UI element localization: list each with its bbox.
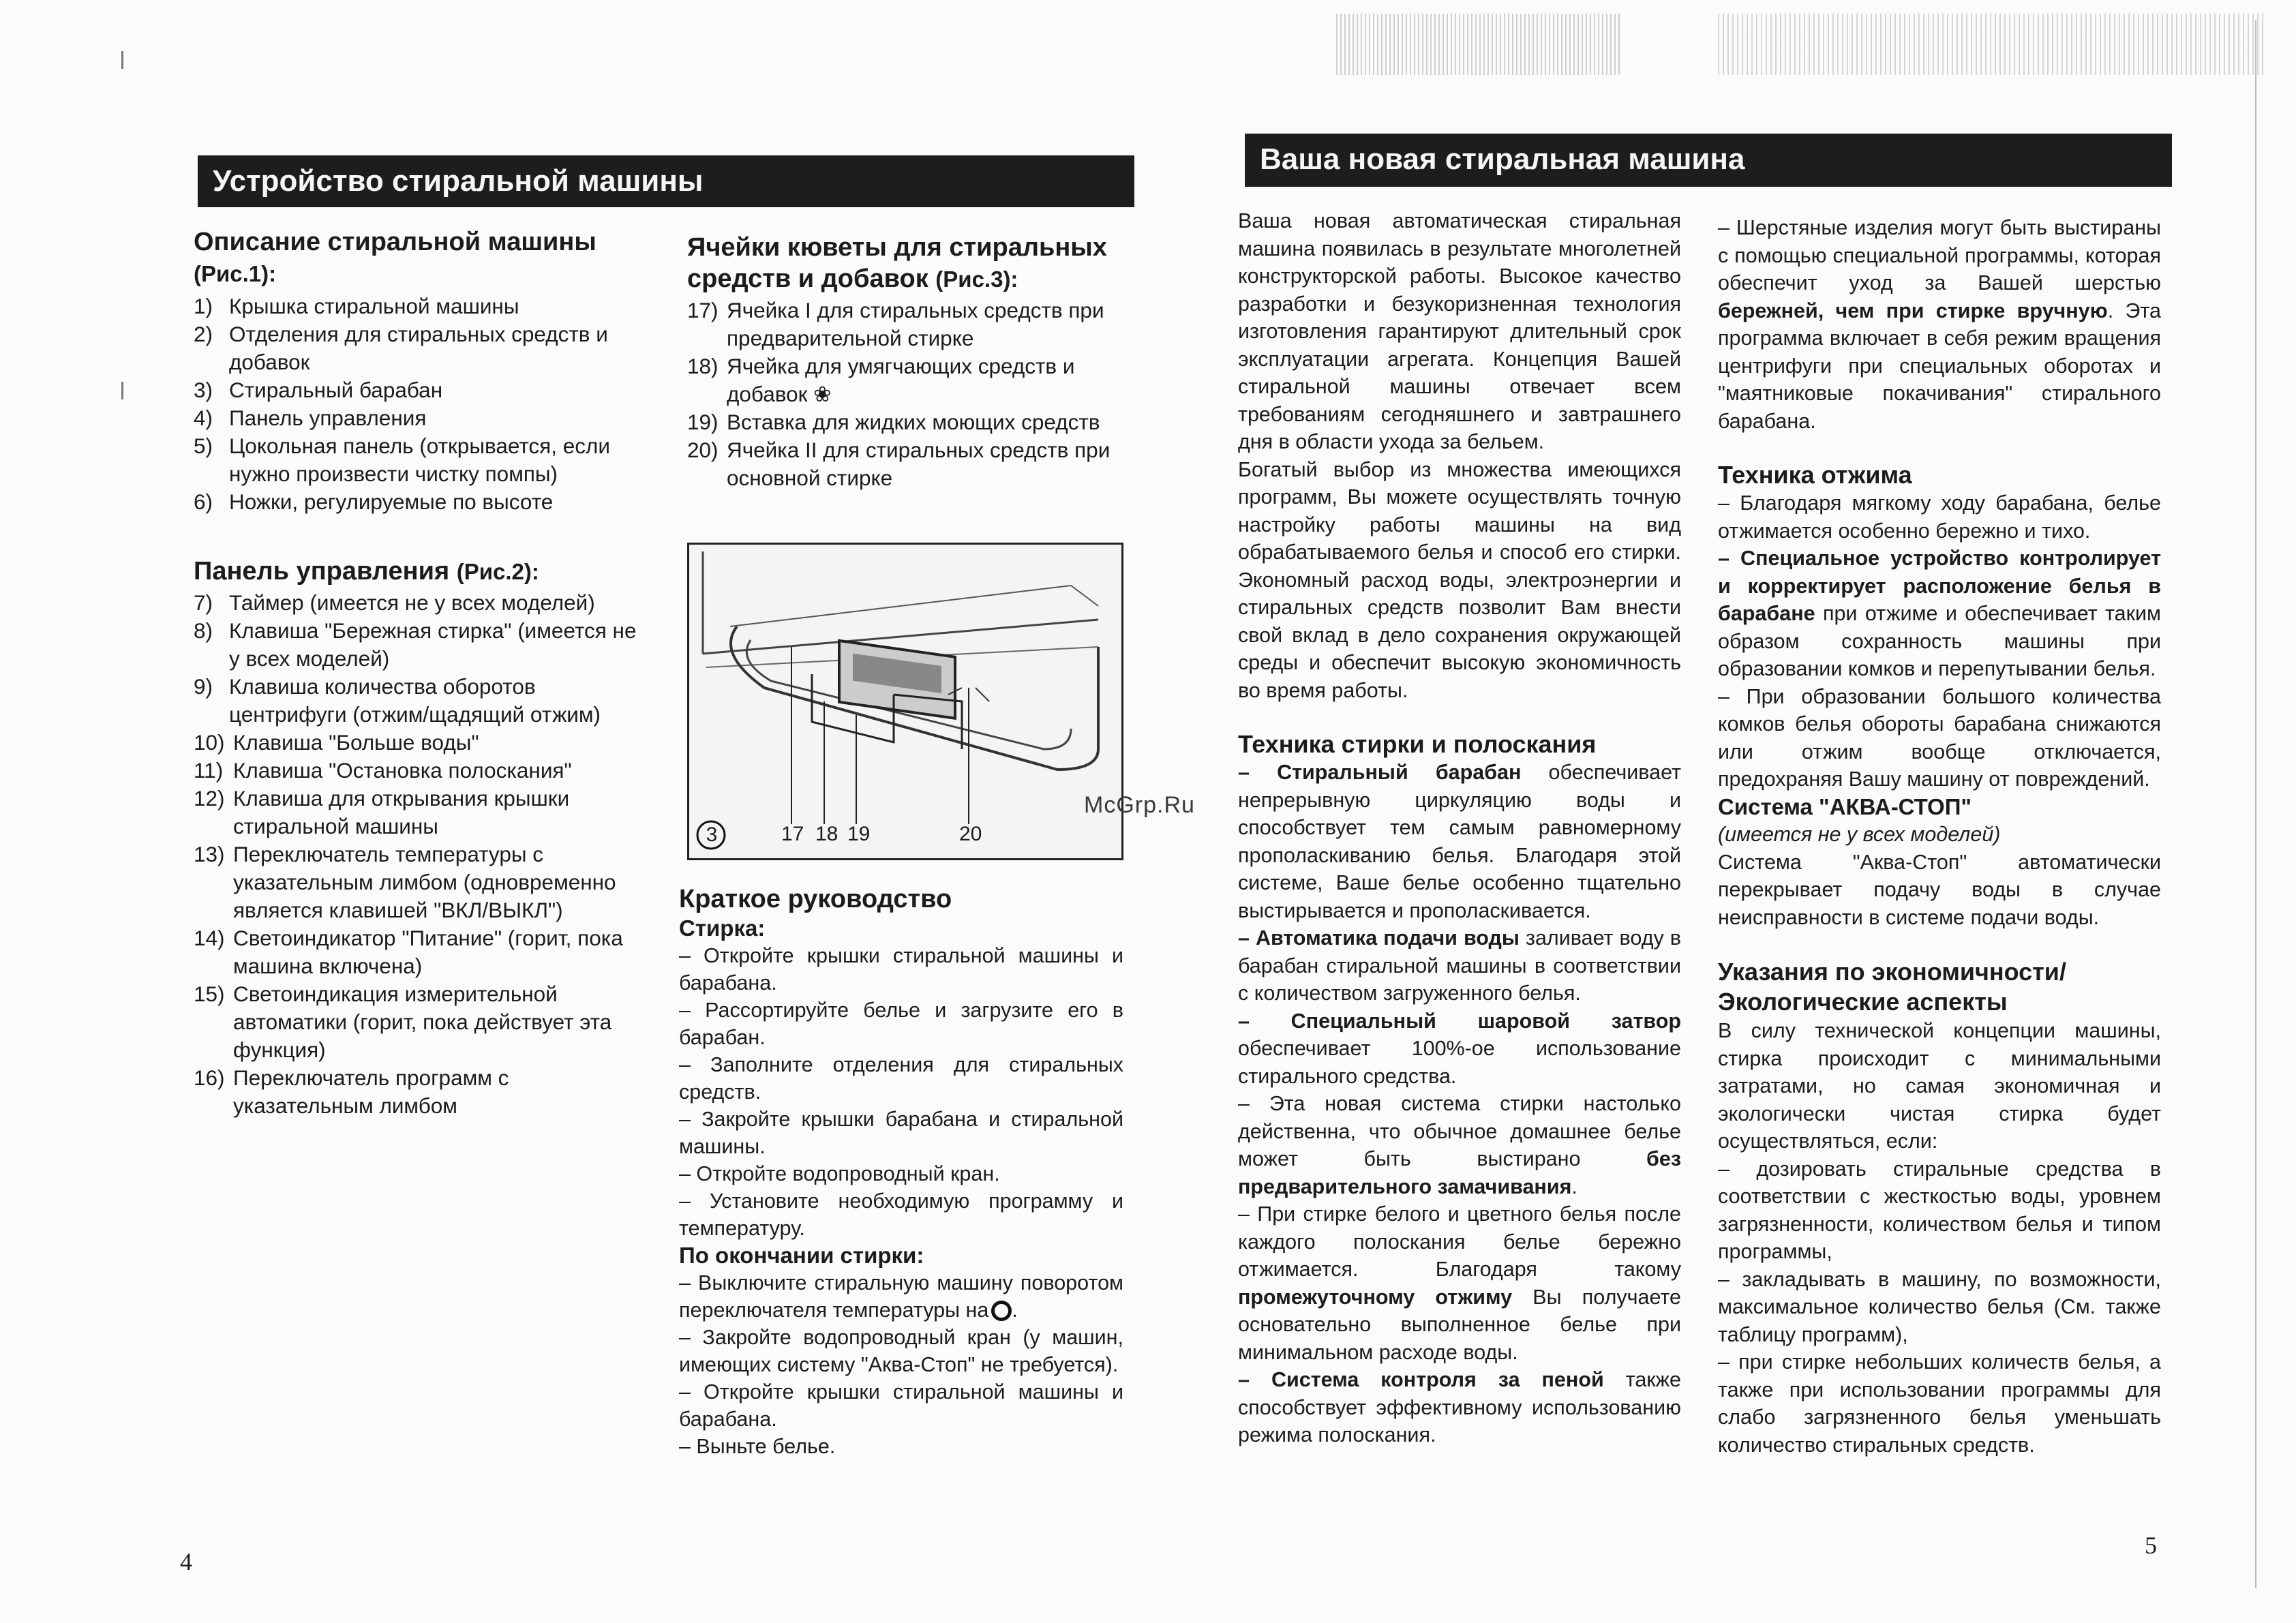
wash-paragraph: – Система контроля за пеной также способствует эффективному использованию режима полоскания. <box>1238 1368 1681 1446</box>
list-item: 11) Клавиша "Остановка полоскания" <box>194 758 572 783</box>
spin-paragraph: – Благодаря мягкому ходу барабана, белье отжимается особенно бережно и тихо. <box>1718 491 2161 543</box>
wash-step: – Установите необходимую программу и температуру. <box>679 1189 1123 1240</box>
left-column-1 <box>194 226 644 1120</box>
wool-paragraph: – Шерстяные изделия могут быть выстираны с помощью специальной программы, которая обеспечит уход за Вашей шерстью бережней, чем при стирке вручную. Эта программа включает в себя режим вращения центрифуги при специальных оборотах и "маятниковые покачивания" стирального барабана. <box>1718 216 2161 433</box>
wash-paragraph: – Стиральный барабан обеспечивает непрерывную циркуляцию воды и способствует тем самым равномерному прополаскиванию белья. Благодаря этой системе, Ваше белье особенно тщательно выстирывается и прополаскивается. <box>1238 761 1681 922</box>
list-item: 15) Светоиндикация измерительной автоматики (горит, пока действует эта функция) <box>194 982 612 1062</box>
right-page <box>1148 0 2296 1623</box>
spin-technique-title: Техника отжима <box>1718 461 1912 489</box>
figure-label: 19 <box>847 823 871 845</box>
wash-step: – Откройте крышки стиральной машины и барабана. <box>679 944 1123 995</box>
figure-3-detergent-drawer <box>687 543 1123 860</box>
figure-label: 17 <box>781 823 804 845</box>
list-item: 17) Ячейка I для стиральных средств при предварительной стирке <box>687 298 1104 350</box>
spin-paragraph: – При образовании большого количества комков белья обороты барабана снижаются или отжим вообще отключается, предохраняя Вашу машину от повреждений. <box>1718 684 2161 791</box>
spin-paragraph: – Специальное устройство контролирует и корректирует расположение белья в барабане при отжиме и обеспечивает таким образом сохранность машины при образовании комков и перепутывании белья. <box>1718 547 2161 680</box>
wash-technique-title: Техника стирки и полоскания <box>1238 730 1597 758</box>
intro-paragraph: Ваша новая автоматическая стиральная машина появилась в результате многолетней конструкторской работы. Высокое качество разработки и безукоризненная технология изготовления гарантируют длительный срок эксплуатации агрегата. Концепция Вашей стиральной машины отвечает всем требованиям сегодняшнего и завтрашнего дня в области ухода за бельем. <box>1238 209 1681 453</box>
section-banner: Ваша новая стиральная машина <box>1245 134 2172 187</box>
quick-guide <box>679 883 1123 1460</box>
after-step: – Выключите стиральную машину поворотом переключателя температуры на . <box>679 1271 1123 1322</box>
economy-paragraph: В силу технической концепции машины, стирка происходит с минимальными затратами, но самая экономичная и экологически чистая стирка будет осуществляться, если: <box>1718 1019 2161 1153</box>
figure-number: 3 <box>706 823 718 846</box>
aqua-stop-paragraph: Система "Аква-Стоп" автоматически перекрывает подачу воды в случае неисправности в системе подачи воды. <box>1718 850 2161 929</box>
wash-paragraph: – При стирке белого и цветного белья после каждого полоскания белье бережно отжимается. Благодаря такому промежуточному отжиму Вы получаете основательно выполненное белье при минимальном расходе воды. <box>1238 1202 1682 1364</box>
list-item: 18) Ячейка для умягчающих средств и добавок ❀ <box>687 354 1075 406</box>
list-item: 3) Стиральный барабан <box>194 378 443 402</box>
list-item: 10) Клавиша "Больше воды" <box>194 730 479 755</box>
list-item: 9) Клавиша количества оборотов центрифуги (отжим/щадящий отжим) <box>194 674 601 727</box>
economy-item: – при стирке небольших количеств белья, а также при использовании программы для слабо загрязненного белья уменьшать количество стиральных средств. <box>1718 1350 2161 1457</box>
list-item: 8) Клавиша "Бережная стирка" (имеется не у всех моделей) <box>194 618 637 671</box>
wash-paragraph: – Автоматика подачи воды заливает воду в барабан стиральной машины в соответствии с количеством загруженного белья. <box>1238 926 1681 1005</box>
wash-paragraph: – Специальный шаровой затвор обеспечивает 100%-ое использование стирального средства. <box>1238 1009 1681 1088</box>
list-item: 5) Цокольная панель (открывается, если нужно произвести чистку помпы) <box>194 434 610 486</box>
list-item: 12) Клавиша для открывания крышки стиральной машины <box>194 786 570 838</box>
left-column-2 <box>687 232 1137 492</box>
wash-step: – Откройте водопроводный кран. <box>679 1162 1000 1185</box>
list-item: 6) Ножки, регулируемые по высоте <box>194 489 554 514</box>
wash-step: – Заполните отделения для стиральных средств. <box>679 1053 1123 1104</box>
cells-list <box>687 297 1137 492</box>
list-item: 7) Таймер (имеется не у всех моделей) <box>194 590 595 615</box>
wash-step: – Рассортируйте белье и загрузите его в барабан. <box>679 999 1123 1049</box>
list-item: 4) Панель управления <box>194 406 427 430</box>
economy-item: – дозировать стиральные средства в соответствии с жесткостью воды, уровнем загрязненности, количеством белья и типом программы, <box>1718 1157 2161 1263</box>
wash-paragraph: – Эта новая система стирки настолько действенна, что обычное домашнее белье может быть выстирано без предварительного замачивания. <box>1238 1092 1681 1198</box>
right-column-1 <box>1238 207 1681 1449</box>
quick-guide-title: Краткое руководство <box>679 885 952 913</box>
after-step: – Откройте крышки стиральной машины и барабана. <box>679 1380 1123 1431</box>
off-position-icon <box>991 1301 1012 1321</box>
wash-subtitle: Стирка: <box>679 915 766 941</box>
aqua-stop-title: Система "АКВА-СТОП" <box>1718 793 1972 819</box>
after-step: – Выньте белье. <box>679 1435 836 1458</box>
aqua-stop-note: (имеется не у всех моделей) <box>1718 823 2001 846</box>
figure-label: 18 <box>815 823 839 845</box>
after-wash-subtitle: По окончании стирки: <box>679 1243 924 1268</box>
list-item: 2) Отделения для стиральных средств и добавок <box>194 322 608 374</box>
wash-step: – Закройте крышки барабана и стиральной машины. <box>679 1108 1123 1158</box>
economy-item: – закладывать в машину, по возможности, максимальное количество белья (См. также таблицу программ), <box>1718 1267 2161 1346</box>
control-panel-title: Панель управления (Рис.2): <box>194 557 539 586</box>
control-panel-list <box>194 589 644 1120</box>
page-number: 5 <box>2145 1532 2157 1559</box>
list-item: 19) Вставка для жидких моющих средств <box>687 410 1100 434</box>
page-number: 4 <box>180 1548 192 1575</box>
right-column-2 <box>1718 214 2161 1459</box>
figure-label: 20 <box>959 823 982 845</box>
after-step: – Закройте водопроводный кран (у машин, имеющих систему "Аква-Стоп" не требуется). <box>679 1326 1123 1376</box>
list-item: 16) Переключатель программ с указательным лимбом <box>194 1065 509 1118</box>
cells-title: Ячейки кюветы для стиральных средств и добавок (Рис.3): <box>687 233 1107 293</box>
watermark: McGrp.Ru <box>1084 792 1195 818</box>
economy-title: Указания по экономичности/ Экологические аспекты <box>1718 958 2066 1016</box>
section-banner: Устройство стиральной машины <box>198 155 1134 207</box>
description-title: Описание стиральной машины (Рис.1): <box>194 228 596 286</box>
list-item: 13) Переключатель температуры с указательным лимбом (одновременно является клавишей "ВКЛ/ВЫКЛ") <box>194 842 616 922</box>
description-list <box>194 292 644 516</box>
list-item: 1) Крышка стиральной машины <box>194 294 519 318</box>
intro-paragraph: Богатый выбор из множества имеющихся программ, Вы можете осуществлять точную настройку работы машины на вид обрабатываемого белья и способ его стирки. Экономный расход воды, электроэнергии и стиральных средств позволит Вам внести свой вклад в дело сохранения окружающей среды и обеспечит высокую экономичность во время работы. <box>1238 457 1681 702</box>
list-item: 20) Ячейка II для стиральных средств при основной стирке <box>687 438 1111 490</box>
list-item: 14) Светоиндикатор "Питание" (горит, пока машина включена) <box>194 926 623 978</box>
detergent-drawer-illustration <box>689 545 1121 858</box>
